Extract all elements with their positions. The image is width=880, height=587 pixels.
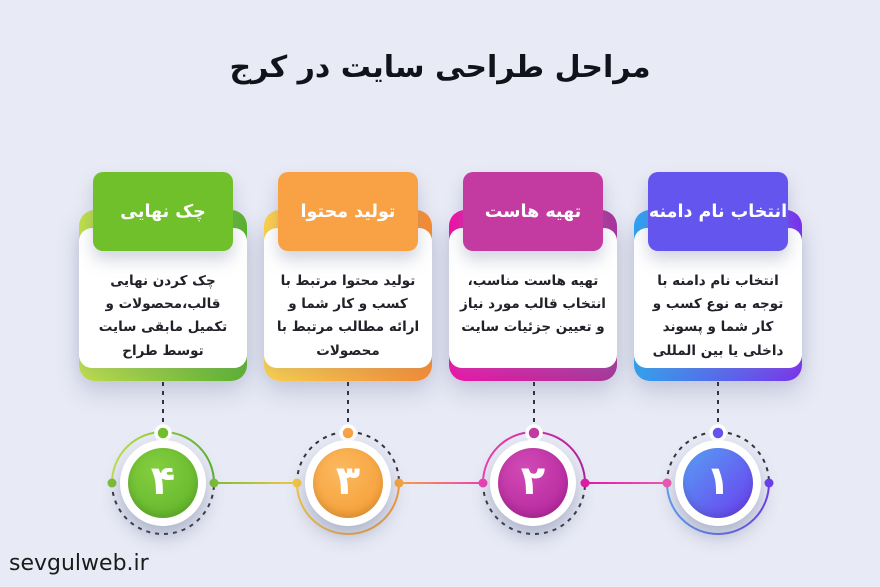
step-number-badge-3	[305, 440, 391, 526]
card-header-tab	[648, 172, 788, 251]
top-dot	[711, 426, 725, 440]
card-description: انتخاب نام دامنه با توجه به نوع کسب و کار شما و پسوند داخلی یا بین المللی	[652, 273, 784, 359]
step-number-disc	[313, 448, 383, 518]
card-description: چک کردن نهایی قالب،محصولات و تکمیل مابقی سایت توسط طراح	[98, 273, 228, 359]
step-number-badge-2	[490, 440, 576, 526]
card-title: تولید محتوا	[300, 201, 396, 222]
side-dot	[395, 479, 404, 488]
card-title: چک نهایی	[120, 201, 206, 222]
step-number-disc	[498, 448, 568, 518]
card-description: تولید محتوا مرتبط با کسب و کار شما و ارائه مطالب مرتبط با محصولات	[276, 273, 420, 359]
step-number: ۲	[520, 458, 546, 504]
step-number-disc	[128, 448, 198, 518]
top-dot	[156, 426, 170, 440]
card-title: تهیه هاست	[484, 201, 582, 222]
step-number: ۱	[705, 458, 731, 504]
side-dot	[663, 479, 672, 488]
step-number: ۴	[150, 458, 176, 504]
page-title: مراحل طراحی سایت در کرج	[229, 50, 651, 85]
step-number-badge-4	[120, 440, 206, 526]
card-header-tab	[278, 172, 418, 251]
side-dot	[479, 479, 488, 488]
side-dot	[293, 479, 302, 488]
step-card-domain	[634, 172, 802, 381]
top-dot	[341, 426, 355, 440]
website-watermark: sevgulweb.ir	[9, 551, 149, 576]
card-header-tab	[463, 172, 603, 251]
card-description: تهیه هاست مناسب، انتخاب قالب مورد نیاز و تعیین جزئیات سایت	[460, 273, 606, 336]
step-number-disc	[683, 448, 753, 518]
step-card-content	[264, 172, 432, 381]
side-dot	[108, 479, 117, 488]
side-dot	[581, 479, 590, 488]
step-card-hosting	[449, 172, 617, 381]
card-header-tab	[93, 172, 233, 251]
step-number-badge-1	[675, 440, 761, 526]
side-dot	[210, 479, 219, 488]
step-card-final-check	[79, 172, 247, 381]
top-dot	[527, 426, 541, 440]
step-number: ۳	[335, 458, 361, 504]
card-title: انتخاب نام دامنه	[648, 201, 788, 222]
side-dot	[765, 479, 774, 488]
